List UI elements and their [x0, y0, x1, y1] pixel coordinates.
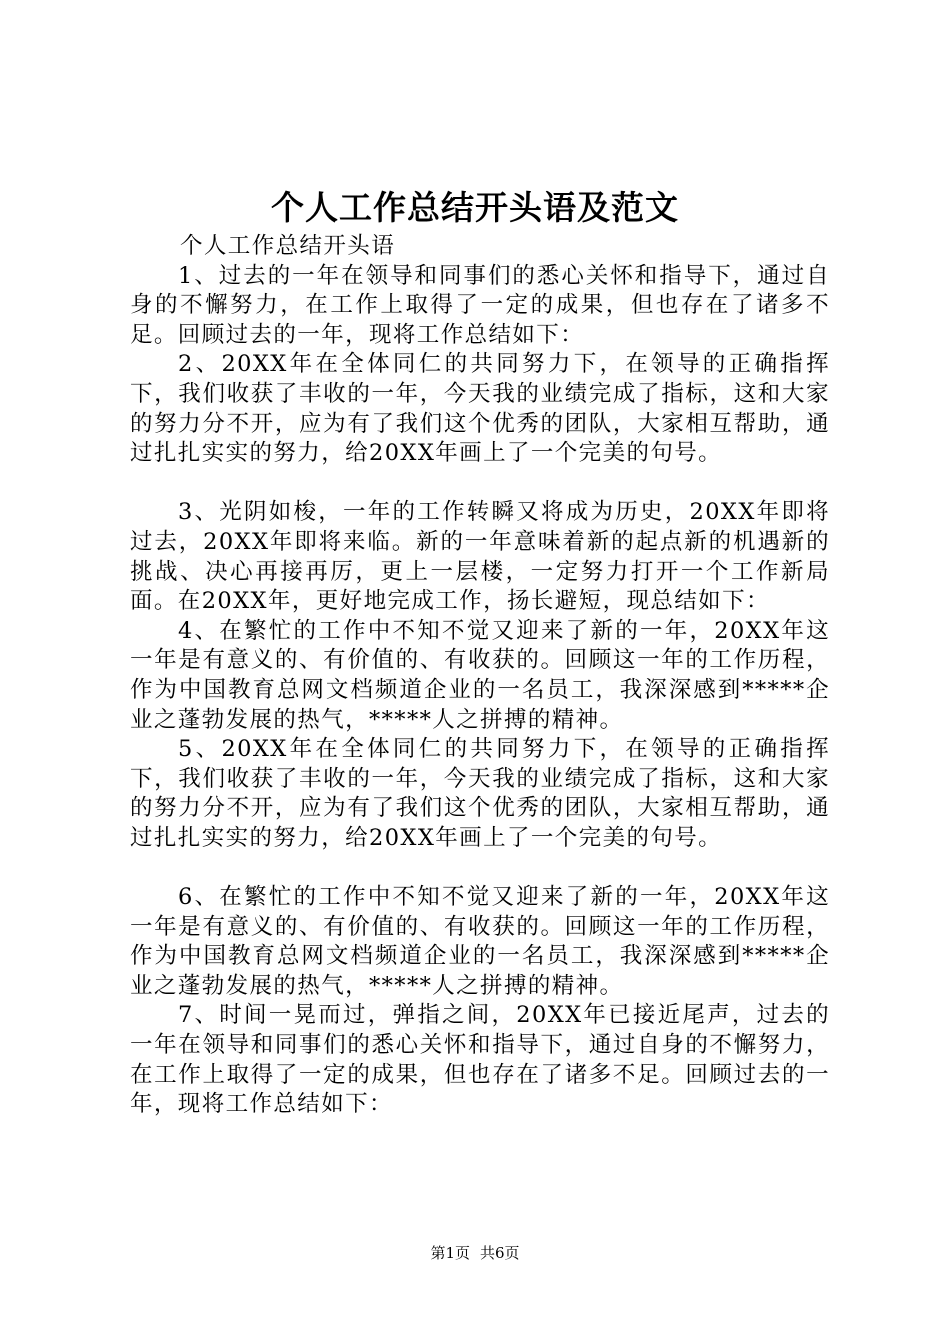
page-footer	[0, 1243, 950, 1263]
paragraph-3: 3、光阴如梭，一年的工作转瞬又将成为历史，20XX年即将过去，20XX年即将来临。新的一年意味着新的起点新的机遇新的挑战、决心再接再厉，更上一层楼，一定努力打开一个工作新局面。在20XX年，更好地完成工作，扬长避短，现总结如下：	[130, 499, 830, 615]
page-number: 第1页	[430, 1244, 470, 1262]
document-body	[130, 232, 830, 1120]
paragraph-4: 4、在繁忙的工作中不知不觉又迎来了新的一年，20XX年这一年是有意义的、有价值的、有收获的。回顾这一年的工作历程，作为中国教育总网文档频道企业的一名员工，我深深感到*****企业之蓬勃发展的热气，*****人之拼搏的精神。	[130, 617, 830, 733]
paragraph-spacer	[130, 853, 830, 883]
paragraph-1: 1、过去的一年在领导和同事们的悉心关怀和指导下，通过自身的不懈努力，在工作上取得了一定的成果，但也存在了诸多不足。回顾过去的一年，现将工作总结如下：	[130, 262, 830, 348]
paragraph-7: 7、时间一晃而过，弹指之间，20XX年已接近尾声，过去的一年在领导和同事们的悉心关怀和指导下，通过自身的不懈努力，在工作上取得了一定的成果，但也存在了诸多不足。回顾过去的一年，现将工作总结如下：	[130, 1002, 830, 1118]
paragraph-5: 5、20XX年在全体同仁的共同努力下，在领导的正确指挥下，我们收获了丰收的一年，今天我的业绩完成了指标，这和大家的努力分不开，应为有了我们这个优秀的团队，大家相互帮助，通过扎扎实实的努力，给20XX年画上了一个完美的句号。	[130, 736, 830, 851]
document-title: 个人工作总结开头语及范文	[271, 188, 679, 227]
page-total: 共6页	[480, 1244, 520, 1262]
paragraph-6: 6、在繁忙的工作中不知不觉又迎来了新的一年，20XX年这一年是有意义的、有价值的、有收获的。回顾这一年的工作历程，作为中国教育总网文档频道企业的一名员工，我深深感到*****企业之蓬勃发展的热气，*****人之拼搏的精神。	[130, 884, 830, 999]
paragraph-2: 2、20XX年在全体同仁的共同努力下，在领导的正确指挥下，我们收获了丰收的一年，今天我的业绩完成了指标，这和大家的努力分不开，应为有了我们这个优秀的团队，大家相互帮助，通过扎扎实实的努力，给20XX年画上了一个完美的句号。	[130, 351, 830, 467]
paragraph-spacer	[130, 469, 830, 499]
section-subheading: 个人工作总结开头语	[180, 233, 396, 259]
